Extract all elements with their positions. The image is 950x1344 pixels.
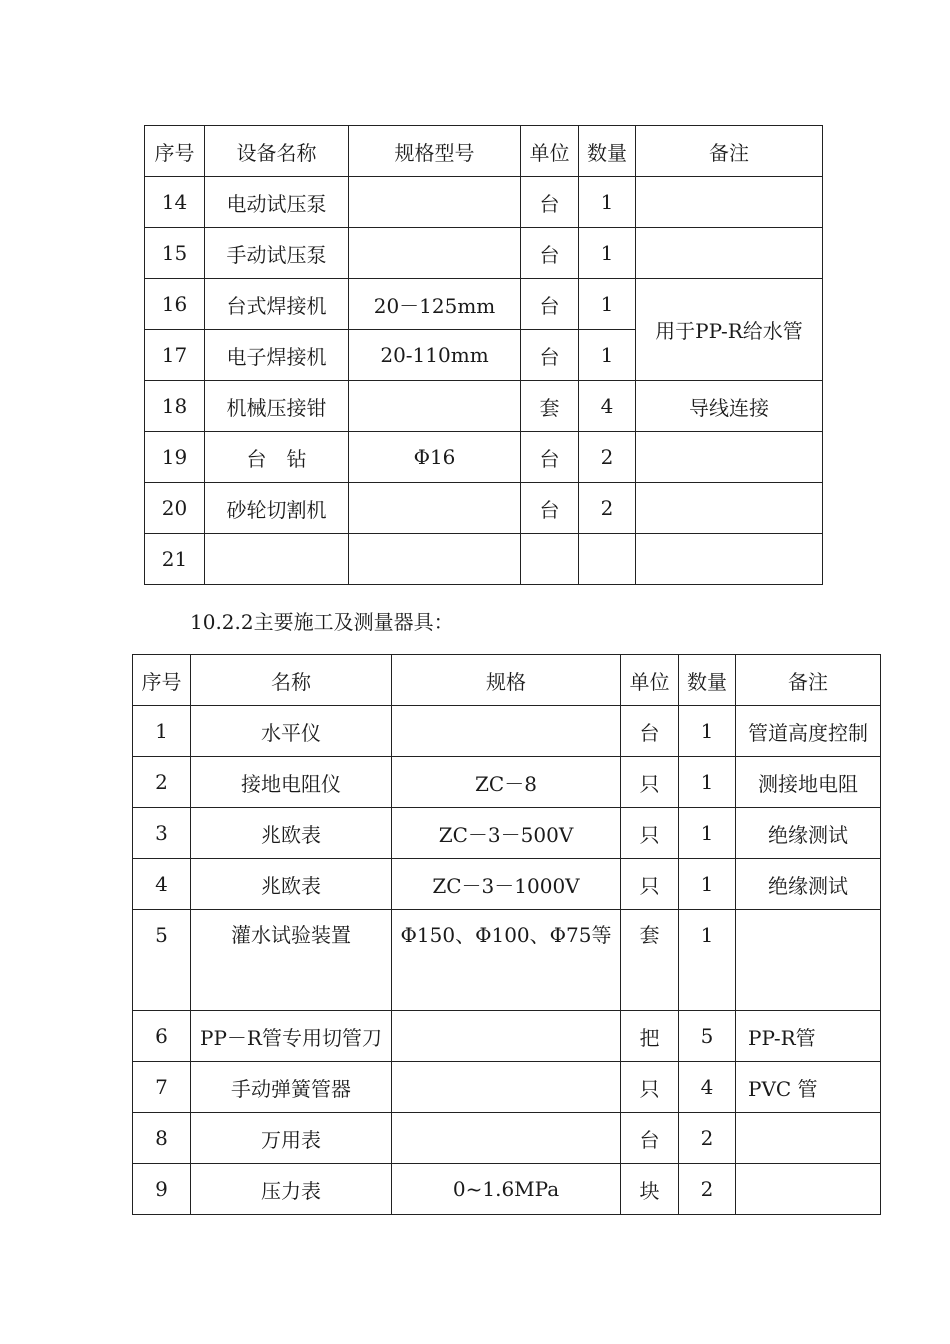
equipment-spec: Φ16 (349, 432, 521, 483)
tool-unit: 只 (621, 808, 679, 859)
equipment-unit: 台 (521, 279, 579, 330)
row-number: 5 (133, 910, 191, 1011)
header-cell: 备注 (736, 655, 881, 706)
row-number: 9 (133, 1164, 191, 1215)
tool-name: 接地电阻仪 (191, 757, 392, 808)
table-row (145, 177, 823, 228)
tool-name: 水平仪 (191, 706, 392, 757)
tool-name: 兆欧表 (191, 808, 392, 859)
equipment-spec: 20－125mm (349, 279, 521, 330)
table-row (133, 706, 881, 757)
row-number: 8 (133, 1113, 191, 1164)
header-cell: 序号 (133, 655, 191, 706)
header-cell: 序号 (145, 126, 205, 177)
tool-unit: 只 (621, 1062, 679, 1113)
equipment-note: 用于PP-R给水管 (636, 279, 823, 381)
tool-spec: ZC－3－1000V (392, 859, 621, 910)
equipment-unit: 台 (521, 483, 579, 534)
tool-note (736, 1164, 881, 1215)
equipment-note (636, 228, 823, 279)
row-number: 17 (145, 330, 205, 381)
table-row (133, 859, 881, 910)
equipment-spec (349, 483, 521, 534)
tool-unit: 台 (621, 706, 679, 757)
equipment-spec (349, 228, 521, 279)
equipment-note (636, 534, 823, 585)
tool-note (736, 910, 881, 1011)
tool-qty: 1 (679, 706, 736, 757)
section-heading: 10.2.2主要施工及测量器具： (190, 610, 454, 634)
equipment-name: 砂轮切割机 (205, 483, 349, 534)
tool-spec: 0~1.6MPa (392, 1164, 621, 1215)
tool-unit: 套 (621, 910, 679, 1011)
header-cell: 设备名称 (205, 126, 349, 177)
equipment-unit: 套 (521, 381, 579, 432)
equipment-name: 手动试压泵 (205, 228, 349, 279)
tool-qty: 1 (679, 757, 736, 808)
equipment-qty: 2 (579, 483, 636, 534)
row-number: 2 (133, 757, 191, 808)
tool-spec: ZC－3－500V (392, 808, 621, 859)
tool-spec: ZC－8 (392, 757, 621, 808)
equipment-unit: 台 (521, 330, 579, 381)
row-number: 1 (133, 706, 191, 757)
tool-name: PP－R管专用切管刀 (191, 1011, 392, 1062)
tool-name: 万用表 (191, 1113, 392, 1164)
equipment-qty: 1 (579, 330, 636, 381)
equipment-qty: 4 (579, 381, 636, 432)
tool-note (736, 1113, 881, 1164)
row-number: 14 (145, 177, 205, 228)
tool-unit: 台 (621, 1113, 679, 1164)
equipment-note (636, 432, 823, 483)
tool-unit: 只 (621, 859, 679, 910)
tool-qty: 1 (679, 910, 736, 1011)
tool-spec (392, 1062, 621, 1113)
equipment-table (144, 125, 823, 585)
header-cell: 数量 (579, 126, 636, 177)
tool-unit: 把 (621, 1011, 679, 1062)
table-row (145, 381, 823, 432)
equipment-name: 台 钻 (205, 432, 349, 483)
tool-note: 绝缘测试 (736, 859, 881, 910)
table-row (145, 432, 823, 483)
equipment-spec: 20-110mm (349, 330, 521, 381)
equipment-name: 机械压接钳 (205, 381, 349, 432)
row-number: 4 (133, 859, 191, 910)
table-row (145, 228, 823, 279)
tool-unit: 块 (621, 1164, 679, 1215)
equipment-spec (349, 381, 521, 432)
header-cell: 备注 (636, 126, 823, 177)
table-row (133, 910, 881, 1011)
tool-qty: 1 (679, 859, 736, 910)
tool-name: 压力表 (191, 1164, 392, 1215)
row-number: 18 (145, 381, 205, 432)
tool-unit: 只 (621, 757, 679, 808)
table-row (133, 1011, 881, 1062)
tools-table (132, 654, 881, 1215)
tool-note: 管道高度控制 (736, 706, 881, 757)
equipment-name: 电动试压泵 (205, 177, 349, 228)
tool-spec (392, 706, 621, 757)
row-number: 7 (133, 1062, 191, 1113)
table-row (145, 279, 823, 330)
tool-qty: 5 (679, 1011, 736, 1062)
row-number: 15 (145, 228, 205, 279)
table-row (133, 757, 881, 808)
row-number: 16 (145, 279, 205, 330)
table-header-row (133, 655, 881, 706)
header-cell: 名称 (191, 655, 392, 706)
tool-note: PP-R管 (736, 1011, 881, 1062)
header-cell: 单位 (521, 126, 579, 177)
tool-qty: 2 (679, 1113, 736, 1164)
tool-note: 测接地电阻 (736, 757, 881, 808)
equipment-spec (349, 534, 521, 585)
row-number: 21 (145, 534, 205, 585)
header-cell: 数量 (679, 655, 736, 706)
tool-qty: 2 (679, 1164, 736, 1215)
equipment-qty: 2 (579, 432, 636, 483)
equipment-note (636, 177, 823, 228)
table-row (133, 1062, 881, 1113)
table-row (133, 808, 881, 859)
equipment-name (205, 534, 349, 585)
table-row (145, 534, 823, 585)
equipment-unit (521, 534, 579, 585)
row-number: 19 (145, 432, 205, 483)
tool-qty: 1 (679, 808, 736, 859)
equipment-qty: 1 (579, 228, 636, 279)
equipment-qty (579, 534, 636, 585)
header-cell: 规格 (392, 655, 621, 706)
equipment-note: 导线连接 (636, 381, 823, 432)
tool-spec (392, 1113, 621, 1164)
row-number: 6 (133, 1011, 191, 1062)
equipment-name: 台式焊接机 (205, 279, 349, 330)
equipment-unit: 台 (521, 432, 579, 483)
tool-qty: 4 (679, 1062, 736, 1113)
table-header-row (145, 126, 823, 177)
tool-name: 兆欧表 (191, 859, 392, 910)
table-row (133, 1113, 881, 1164)
tool-note: 绝缘测试 (736, 808, 881, 859)
equipment-qty: 1 (579, 177, 636, 228)
header-cell: 规格型号 (349, 126, 521, 177)
tool-name: 灌水试验装置 (191, 910, 392, 1011)
row-number: 20 (145, 483, 205, 534)
table-row (133, 1164, 881, 1215)
equipment-name: 电子焊接机 (205, 330, 349, 381)
equipment-unit: 台 (521, 228, 579, 279)
header-cell: 单位 (621, 655, 679, 706)
equipment-note (636, 483, 823, 534)
tool-spec: Φ150、Φ100、Φ75等 (392, 910, 621, 1011)
tool-name: 手动弹簧管器 (191, 1062, 392, 1113)
tool-spec (392, 1011, 621, 1062)
tool-note: PVC 管 (736, 1062, 881, 1113)
equipment-qty: 1 (579, 279, 636, 330)
equipment-unit: 台 (521, 177, 579, 228)
row-number: 3 (133, 808, 191, 859)
equipment-spec (349, 177, 521, 228)
table-row (145, 483, 823, 534)
